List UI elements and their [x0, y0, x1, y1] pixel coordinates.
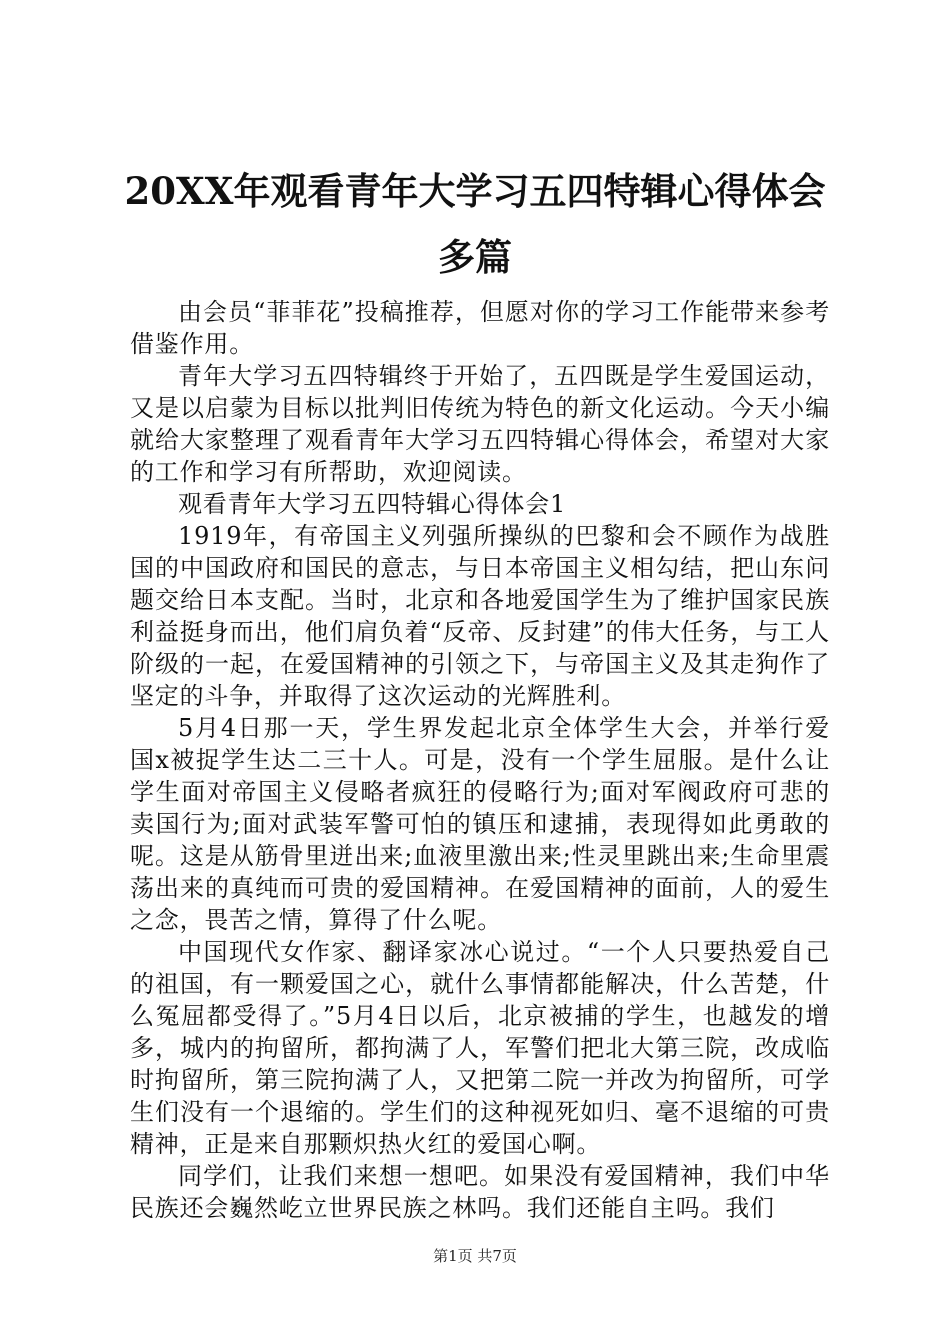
page-footer: 第1页 共7页	[433, 1247, 517, 1265]
document-body	[130, 296, 830, 1224]
paragraph-body: 同学们，让我们来想一想吧。如果没有爱国精神，我们中华民族还会巍然屹立世界民族之林吗。我们还能自主吗。我们	[130, 1162, 830, 1222]
paragraph-summary: 青年大学习五四特辑终于开始了，五四既是学生爱国运动，又是以启蒙为目标以批判旧传统为特色的新文化运动。今天小编就给大家整理了观看青年大学习五四特辑心得体会，希望对大家的工作和学习有所帮助，欢迎阅读。	[130, 362, 830, 486]
document-title: 20XX年观看青年大学习五四特辑心得体会多篇	[124, 169, 826, 279]
paragraph-body: 中国现代女作家、翻译家冰心说过。“一个人只要热爱自己的祖国，有一颗爱国之心，就什么事情都能解决，什么苦楚，什么冤屈都受得了。”5月4日以后，北京被捕的学生，也越发的增多，城内的拘留所，都拘满了人，军警们把北大第三院，改成临时拘留所，第三院拘满了人，又把第二院一并改为拘留所，可学生们没有一个退缩的。学生们的这种视死如归、毫不退缩的可贵精神，正是来自那颗炽热火红的爱国心啊。	[130, 938, 830, 1158]
paragraph-body: 5月4日那一天，学生界发起北京全体学生大会，并举行爱国x被捉学生达二三十人。可是，没有一个学生屈服。是什么让学生面对帝国主义侵略者疯狂的侵略行为;面对军阀政府可悲的卖国行为;面对武装军警可怕的镇压和逮捕，表现得如此勇敢的呢。这是从筋骨里迸出来;血液里激出来;性灵里跳出来;生命里震荡出来的真纯而可贵的爱国精神。在爱国精神的面前，人的爱生之念，畏苦之情，算得了什么呢。	[130, 714, 830, 934]
section-heading: 观看青年大学习五四特辑心得体会1	[178, 490, 567, 518]
paragraph-intro: 由会员“菲菲花”投稿推荐，但愿对你的学习工作能带来参考借鉴作用。	[130, 298, 830, 358]
paragraph-body: 1919年，有帝国主义列强所操纵的巴黎和会不顾作为战胜国的中国政府和国民的意志，与日本帝国主义相勾结，把山东问题交给日本支配。当时，北京和各地爱国学生为了维护国家民族利益挺身而出，他们肩负着“反帝、反封建”的伟大任务，与工人阶级的一起，在爱国精神的引领之下，与帝国主义及其走狗作了坚定的斗争，并取得了这次运动的光辉胜利。	[130, 522, 830, 710]
